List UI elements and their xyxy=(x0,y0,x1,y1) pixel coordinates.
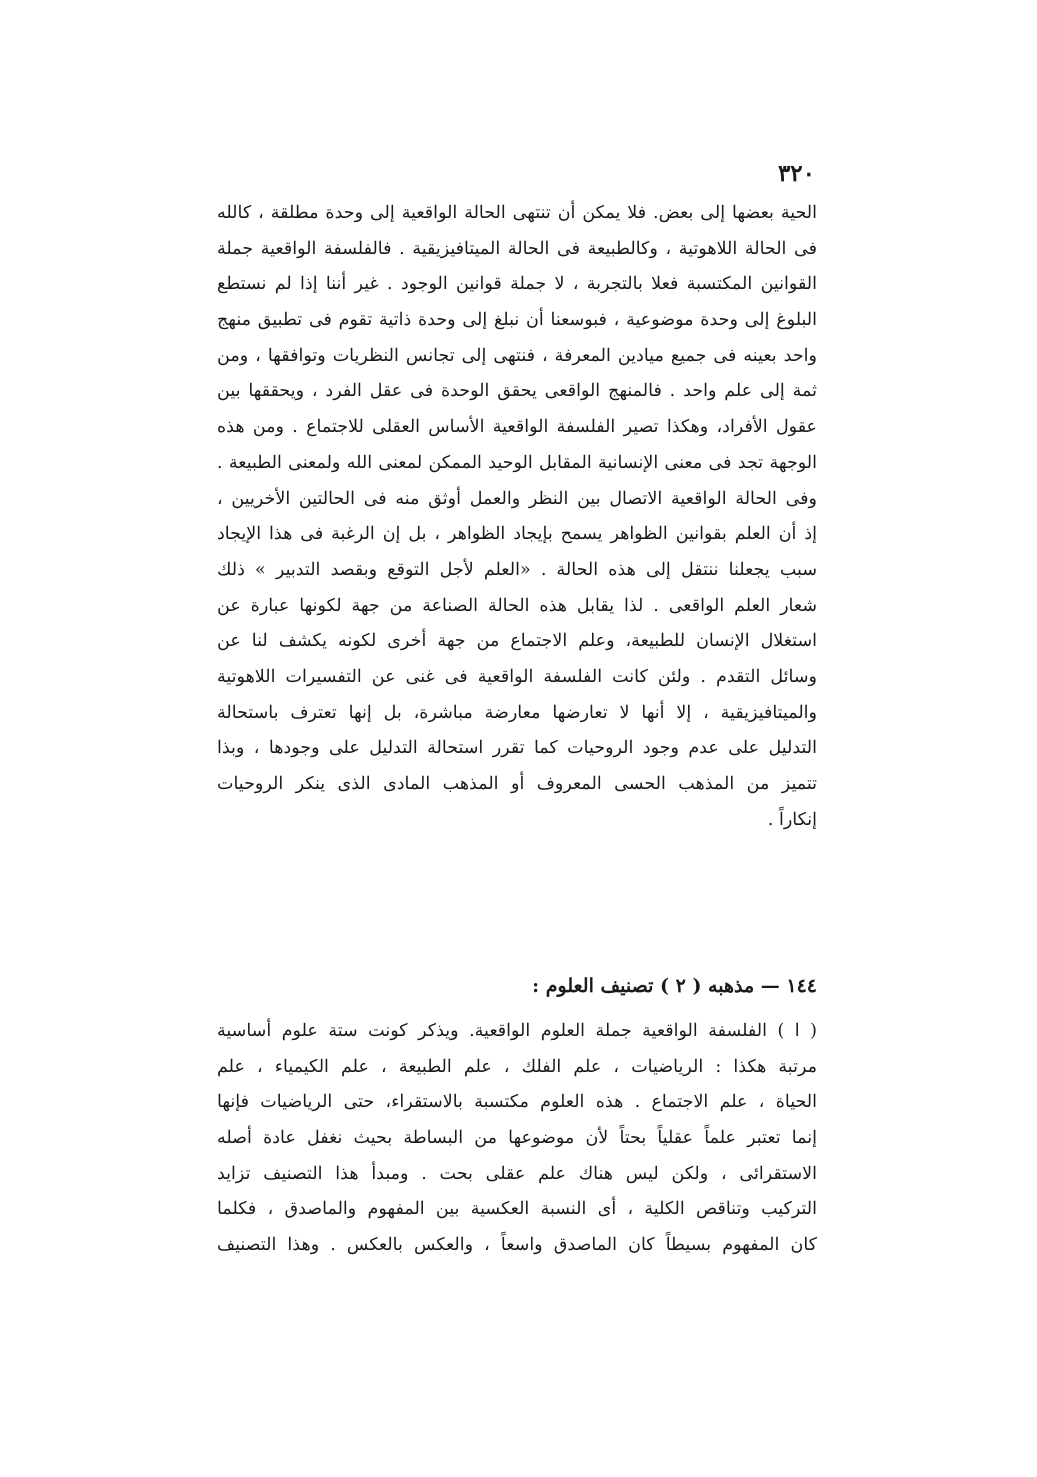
text-line: والميتافيزيقية ، إلا أنها لا تعارضها معارضة مباشرة، بل إنها تعترف باستحالة xyxy=(217,702,817,723)
text-line: عقول الأفراد، وهكذا تصير الفلسفة الواقعية الأساس العقلى للاجتماع . ومن هذه xyxy=(217,417,817,438)
text-line: كان المفهوم بسيطاً كان الماصدق واسعاً ، والعكس بالعكس . وهذا التصنيف xyxy=(217,1235,817,1256)
text-line: سبب يجعلنا ننتقل إلى هذه الحالة . «العلم لأجل التوقع وبقصد التدبير » ذلك xyxy=(217,559,817,580)
text-line: التركيب وتناقص الكلية ، أى النسبة العكسية بين المفهوم والماصدق ، فكلما xyxy=(217,1199,817,1220)
page-number: ٣٢٠ xyxy=(777,160,815,187)
paragraph-classification-of-sciences xyxy=(217,1014,817,1264)
text-line: إنما تعتبر علماً عقلياً بحتاً لأن موضوعها من البساطة بحيث نغفل عادة أصله xyxy=(217,1128,817,1149)
text-line: واحد بعينه فى جميع ميادين المعرفة ، فنتهى إلى تجانس النظريات وتوافقها ، ومن xyxy=(217,345,817,366)
text-line: التدليل على عدم وجود الروحيات كما تقرر استحالة التدليل على وجودها ، وبذا xyxy=(217,738,817,759)
text-line: مرتبة هكذا : الرياضيات ، علم الفلك ، علم الطبيعة ، علم الكيمياء ، علم xyxy=(217,1056,817,1077)
text-line: شعار العلم الواقعى . لذا يقابل هذه الحالة الصناعة من جهة لكونها عبارة عن xyxy=(217,595,817,616)
text-line: إنكاراً . xyxy=(767,809,817,830)
text-line: استغلال الإنسان للطبيعة، وعلم الاجتماع من جهة أخرى لكونه يكشف لنا عن xyxy=(217,631,817,652)
text-line: تتميز من المذهب الحسى المعروف أو المذهب المادى الذى ينكر الروحيات xyxy=(217,774,817,794)
text-line: الاستقرائى ، ولكن ليس هناك علم عقلى بحت . ومبدأ هذا التصنيف تزايد xyxy=(217,1163,817,1184)
text-line: البلوغ إلى وحدة موضوعية ، فبوسعنا أن نبلغ إلى وحدة ذاتية تقوم فى تطبيق منهج xyxy=(217,310,817,331)
text-line: فى الحالة اللاهوتية ، وكالطبيعة فى الحالة الميتافيزيقية . فالفلسفة الواقعية جملة xyxy=(217,238,817,259)
text-line: ثمة إلى علم واحد . فالمنهج الواقعى يحقق الوحدة فى عقل الفرد ، ويحققها بين xyxy=(217,381,817,402)
text-line: الحياة ، علم الاجتماع . هذه العلوم مكتسبة بالاستقراء، حتى الرياضيات فإنها xyxy=(217,1092,817,1113)
text-line: إذ أن العلم بقوانين الظواهر يسمح بإيجاد الظواهر ، بل إن الرغبة فى هذا الإيجاد xyxy=(217,524,817,545)
paragraph-positivism-unity xyxy=(217,196,817,838)
section-heading: ١٤٤ — مذهبه ( ٢ ) تصنيف العلوم : xyxy=(532,975,817,997)
text-line: الوجهة تجد فى معنى الإنسانية المقابل الوحيد الممكن لمعنى الله ولمعنى الطبيعة . xyxy=(217,452,817,473)
text-line: الحية بعضها إلى بعض. فلا يمكن أن تنتهى الحالة الواقعية إلى وحدة مطلقة ، كالله xyxy=(217,203,817,223)
text-line: وسائل التقدم . ولئن كانت الفلسفة الواقعية فى غنى عن التفسيرات اللاهوتية xyxy=(217,666,817,687)
text-line: ( ا ) الفلسفة الواقعية جملة العلوم الواقعية. ويذكر كونت ستة علوم أساسية xyxy=(217,1021,817,1041)
text-line: وفى الحالة الواقعية الاتصال بين النظر والعمل أوثق منه فى الحالتين الأخريين ، xyxy=(217,488,817,509)
text-line: القوانين المكتسبة فعلا بالتجربة ، لا جملة قوانين الوجود . غير أننا إذا لم نستطع xyxy=(217,274,817,295)
